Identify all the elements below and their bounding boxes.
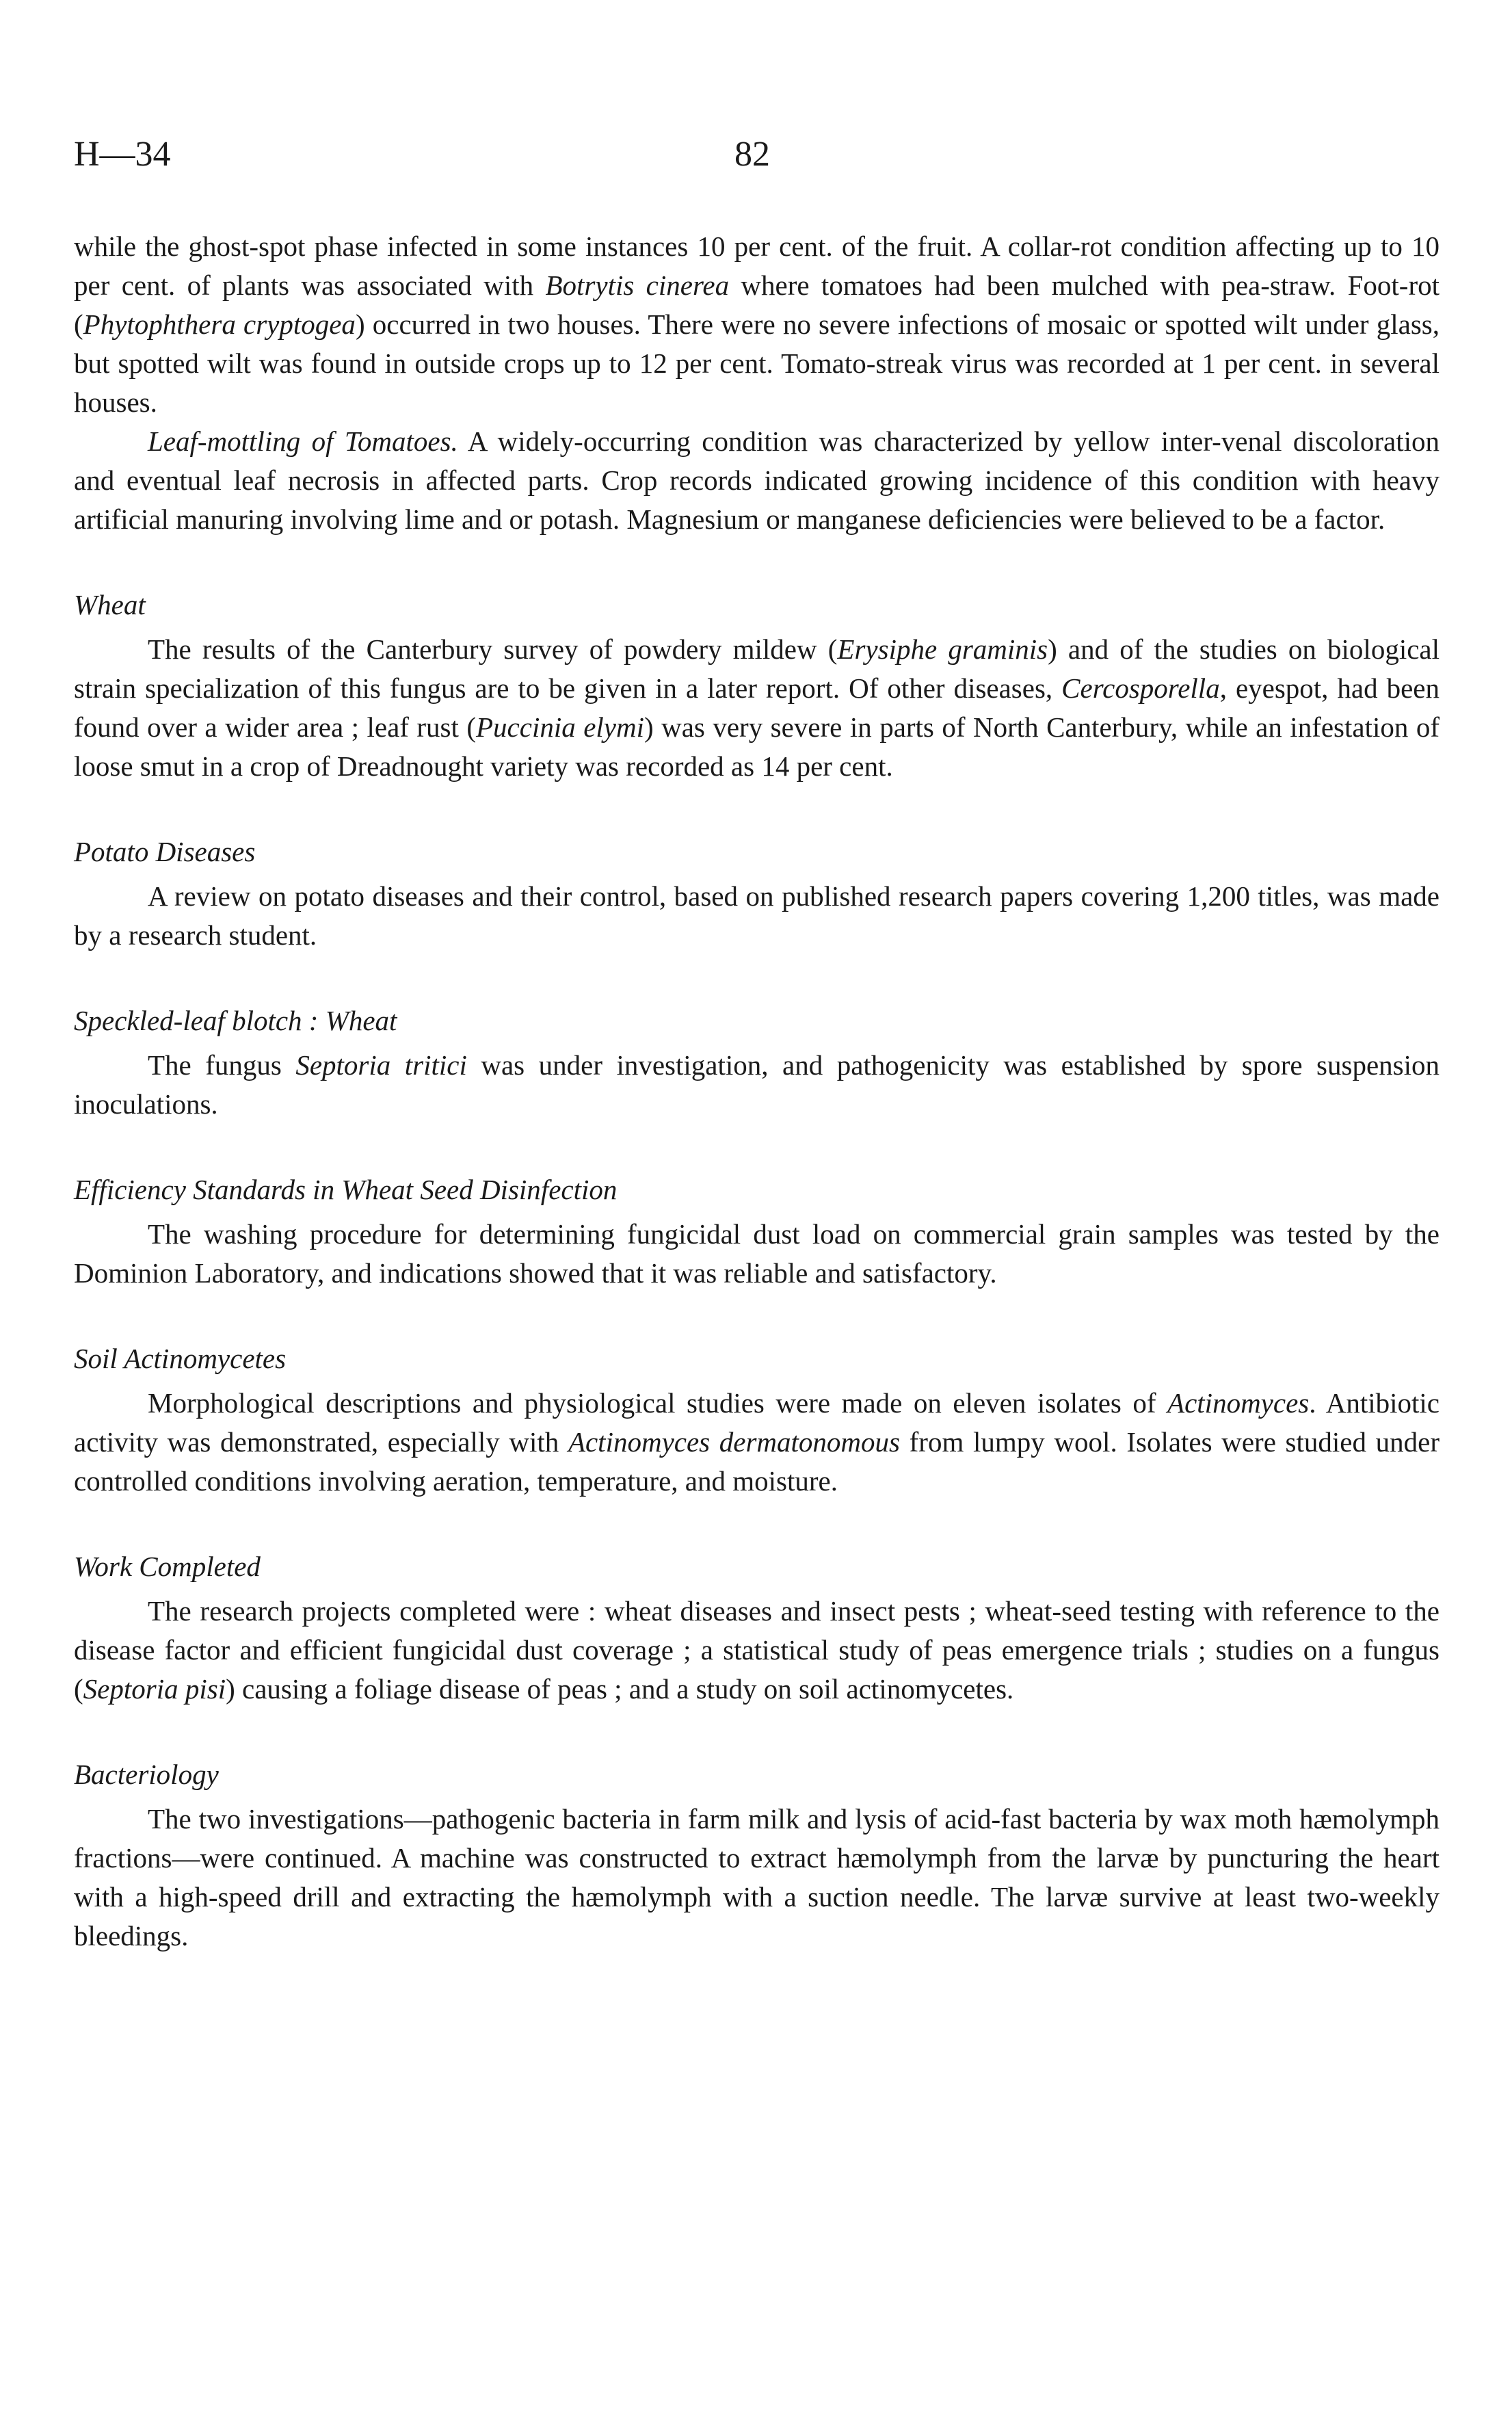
run-in-heading: Leaf-mottling of Tomatoes. (148, 425, 458, 457)
section-heading-soil-actinomycetes: Soil Actinomycetes (74, 1343, 287, 1374)
section-heading-speckled-leaf-blotch: Speckled-leaf blotch : Wheat (74, 1005, 397, 1036)
section-heading-wheat: Wheat (74, 589, 146, 620)
paragraph-efficiency-standards: The washing procedure for determining fungicidal dust load on commercial grain samples was tested by the Dominion Laboratory, and indications showed that it was reliable and satisfactory. (74, 1218, 1440, 1289)
section-heading-bacteriology: Bacteriology (74, 1759, 219, 1790)
species-name: Erysiphe graminis (837, 633, 1048, 665)
report-code: H—34 (74, 135, 171, 174)
species-name: Septoria pisi (83, 1673, 226, 1705)
document-body (74, 227, 1440, 1956)
section-heading-work-completed: Work Completed (74, 1551, 261, 1582)
section-heading-efficiency-standards: Efficiency Standards in Wheat Seed Disinfection (74, 1174, 618, 1205)
paragraph-work-completed: The research projects completed were : wheat diseases and insect pests ; wheat-seed testing with reference to the disease factor and efficient fungicidal dust coverage ; a statistical study of peas emergence trials ; studies on a fungus (Septoria pisi) causing a foliage disease of peas ; and a study on soil actinomycetes. (74, 1595, 1440, 1705)
paragraph-potato-diseases: A review on potato diseases and their control, based on published research papers covering 1,200 titles, was made by a research student. (74, 880, 1440, 951)
species-name: Botrytis cinerea (545, 270, 730, 301)
paragraph-bacteriology: The two investigations—pathogenic bacteria in farm milk and lysis of acid-fast bacteria by wax moth hæmolymph fractions—were continued. A machine was constructed to extract hæmolymph from the larvæ by puncturing the heart with a high-speed drill and extracting the hæmolymph with a suction needle. The larvæ survive at least two-weekly bleedings. (74, 1803, 1440, 1952)
section-heading-potato-diseases: Potato Diseases (74, 836, 256, 867)
paragraph-leaf-mottling: Leaf-mottling of Tomatoes. A widely-occurring condition was characterized by yellow inter-venal discoloration and eventual leaf necrosis in affected parts. Crop records indicated growing incidence of this condition with heavy artificial manuring involving lime and or potash. Magnesium or manganese deficiencies were believed to be a factor. (74, 425, 1440, 535)
species-name: Puccinia elymi (476, 711, 644, 743)
page-number: 82 (734, 135, 770, 174)
paragraph-soil-actinomycetes: Morphological descriptions and physiological studies were made on eleven isolates of Actinomyces. Antibiotic activity was demonstrated, especially with Actinomyces dermatonomous from lumpy wool. Isolates were studied under controlled conditions involving aeration, temperature, and moisture. (74, 1387, 1440, 1497)
paragraph-speckled-leaf-blotch: The fungus Septoria tritici was under investigation, and pathogenicity was established by spore suspension inoculations. (74, 1049, 1440, 1120)
species-name: Actinomyces dermatonomous (568, 1426, 900, 1458)
species-name: Septoria tritici (295, 1049, 467, 1081)
species-name: Actinomyces (1167, 1387, 1310, 1419)
species-name: Cercosporella (1061, 672, 1220, 704)
paragraph-wheat: The results of the Canterbury survey of powdery mildew (Erysiphe graminis) and of the studies on biological strain specialization of this fungus are to be given in a later report. Of other diseases, Cercosporella, eyespot, had been found over a wider area ; leaf rust (Puccinia elymi) was very severe in parts of North Canterbury, while an infestation of loose smut in a crop of Dreadnought variety was recorded as 14 per cent. (74, 633, 1440, 782)
species-name: Phytophthera cryptogea (83, 308, 356, 340)
paragraph-tomato-diseases-continued: while the ghost-spot phase infected in some instances 10 per cent. of the fruit. A collar-rot condition affecting up to 10 per cent. of plants was associated with Botrytis cinerea where tomatoes had been mulched with pea-straw. Foot-rot (Phytophthera cryptogea) occurred in two houses. There were no severe infections of mosaic or spotted wilt under glass, but spotted wilt was found in outside crops up to 12 per cent. Tomato-streak virus was recorded at 1 per cent. in several houses. (74, 231, 1440, 418)
page-header (74, 134, 1440, 182)
